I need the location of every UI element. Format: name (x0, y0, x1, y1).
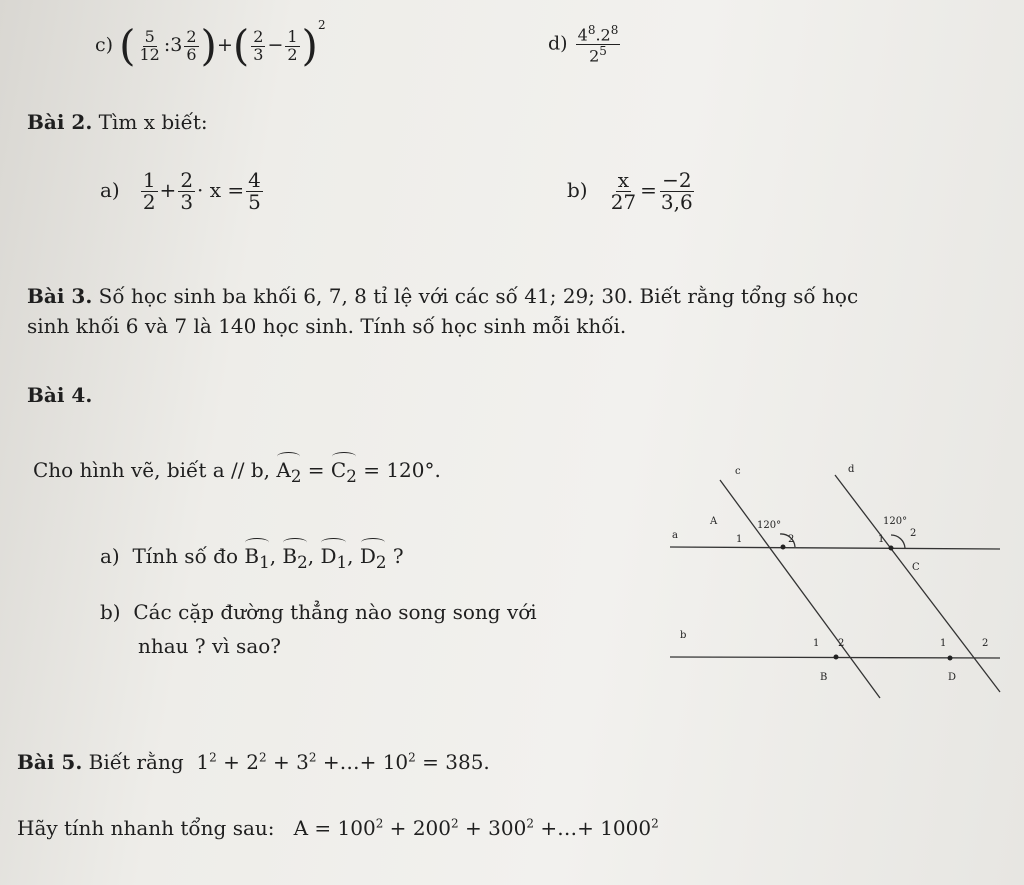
label-point-D: D (948, 672, 957, 683)
exercise-1d (548, 24, 622, 65)
label-1-at-A: 1 (736, 534, 743, 545)
line-d (835, 475, 1000, 692)
line-c (720, 480, 880, 698)
bai5-line2: Hãy tính nhanh tổng sau: $A = 100^2 + 200^2 + 300^2$ +…+ 1000$^2$ (17, 816, 659, 840)
fraction: $\frac{4}{5}$ (248, 168, 261, 214)
label-1-at-C: 1 (878, 534, 885, 545)
label-line-b: b (680, 630, 687, 641)
bai4-intro: Cho hình vẽ, biết a // b, $A_2 = C_2 = 120^\circ$. (33, 452, 441, 486)
bai2-text: Tìm x biết: (98, 110, 208, 134)
label-2-at-D: 2 (982, 638, 989, 649)
fraction: $\frac{x}{27}$ (610, 168, 637, 214)
fraction: $\frac{2}{3}$ (253, 26, 264, 64)
fraction: $\frac{2}{6}$ (186, 26, 197, 64)
label-point-A: A (710, 516, 718, 527)
bai3-line2: sinh khối 6 và 7 là 140 học sinh. Tính số học sinh mỗi khối. (27, 314, 627, 338)
bai3-heading: Bài 3. (27, 284, 93, 308)
label-point-B: B (820, 672, 828, 683)
fraction: $\frac{5}{12}$ (139, 26, 160, 64)
label-line-c: c (735, 466, 741, 477)
bai4-heading: Bài 4. (27, 383, 93, 407)
bai3-line1: Bài 3. Số học sinh ba khối 6, 7, 8 tỉ lệ với các số 41; 29; 30. Biết rằng tổng số học (27, 284, 859, 308)
point-B (834, 655, 839, 660)
fraction: $\frac{1}{2}$ (287, 26, 298, 64)
fraction: $\frac{2}{3}$ (180, 168, 194, 214)
angle-B2: $B_2$ (282, 538, 307, 572)
label-2-at-B: 2 (838, 638, 845, 649)
label-d: d) (548, 32, 568, 55)
label-2-at-A: 2 (788, 534, 795, 545)
label-line-a: a (672, 530, 678, 541)
angle-D2: $D_2$ (360, 538, 387, 572)
bai2-b: b) $\frac{x}{27}$ = $\frac{-2}{3,6}$ (567, 168, 693, 214)
bai4-question-a: a) Tính số đo $B_1$, $B_2$, $D_1$, $D_2$ ? (100, 538, 404, 572)
point-A (781, 545, 786, 550)
sum-squares-1-10: $1^2 + 2^2 + 3^2$ +…+ $10^2 = 385$. (196, 750, 490, 774)
angle-label-C: 120° (883, 516, 908, 527)
label-point-C: C (912, 562, 920, 573)
bai4-question-b-line2: nhau ? vì sao? (138, 634, 282, 658)
label-2-at-C: 2 (910, 528, 917, 539)
label-1-at-B: 1 (813, 638, 820, 649)
point-C (889, 546, 894, 551)
bai2-heading: Bài 2. (27, 110, 93, 134)
bai4-question-b: b) Các cặp đường thẳng nào song song với (100, 600, 537, 624)
angle-D1: $D_1$ (320, 538, 347, 572)
angle-A2: $A_2$ (276, 452, 301, 486)
line-a (670, 547, 1000, 549)
bai2-heading-line (27, 110, 208, 134)
exercise-1c: c) ( $\frac{5}{12}$ :3 $\frac{2}{6}$ )+( $\frac{2}{3}$ − $\frac{1}{2}$ )$^2$ (95, 18, 326, 70)
label-line-d: d (848, 464, 855, 475)
bai5-heading: Bài 5. (17, 750, 83, 774)
parallel-lines-diagram (660, 460, 1010, 700)
point-D (948, 656, 953, 661)
fraction: $\frac{4^8.2^8}{2^5}$ (577, 23, 619, 66)
angle-label-A: 120° (757, 520, 782, 531)
sum-A: $A = 100^2 + 200^2 + 300^2$ +…+ 1000$^2$ (293, 816, 659, 840)
angle-B1: $B_1$ (244, 538, 269, 572)
bai2-a: a) $\frac{1}{2}$ + $\frac{2}{3}$ · x = $\frac{4}{5}$ (100, 168, 261, 214)
angle-arc-C (891, 535, 905, 548)
bai5-line1: Bài 5. Biết rằng $1^2 + 2^2 + 3^2$ +…+ $10^2 = 385$. (17, 750, 490, 774)
label-1-at-D: 1 (940, 638, 947, 649)
fraction: $\frac{1}{2}$ (142, 168, 156, 214)
fraction: $\frac{-2}{3,6}$ (660, 168, 693, 214)
label-c: c) (95, 34, 114, 56)
angle-C2: $C_2$ (331, 452, 357, 486)
